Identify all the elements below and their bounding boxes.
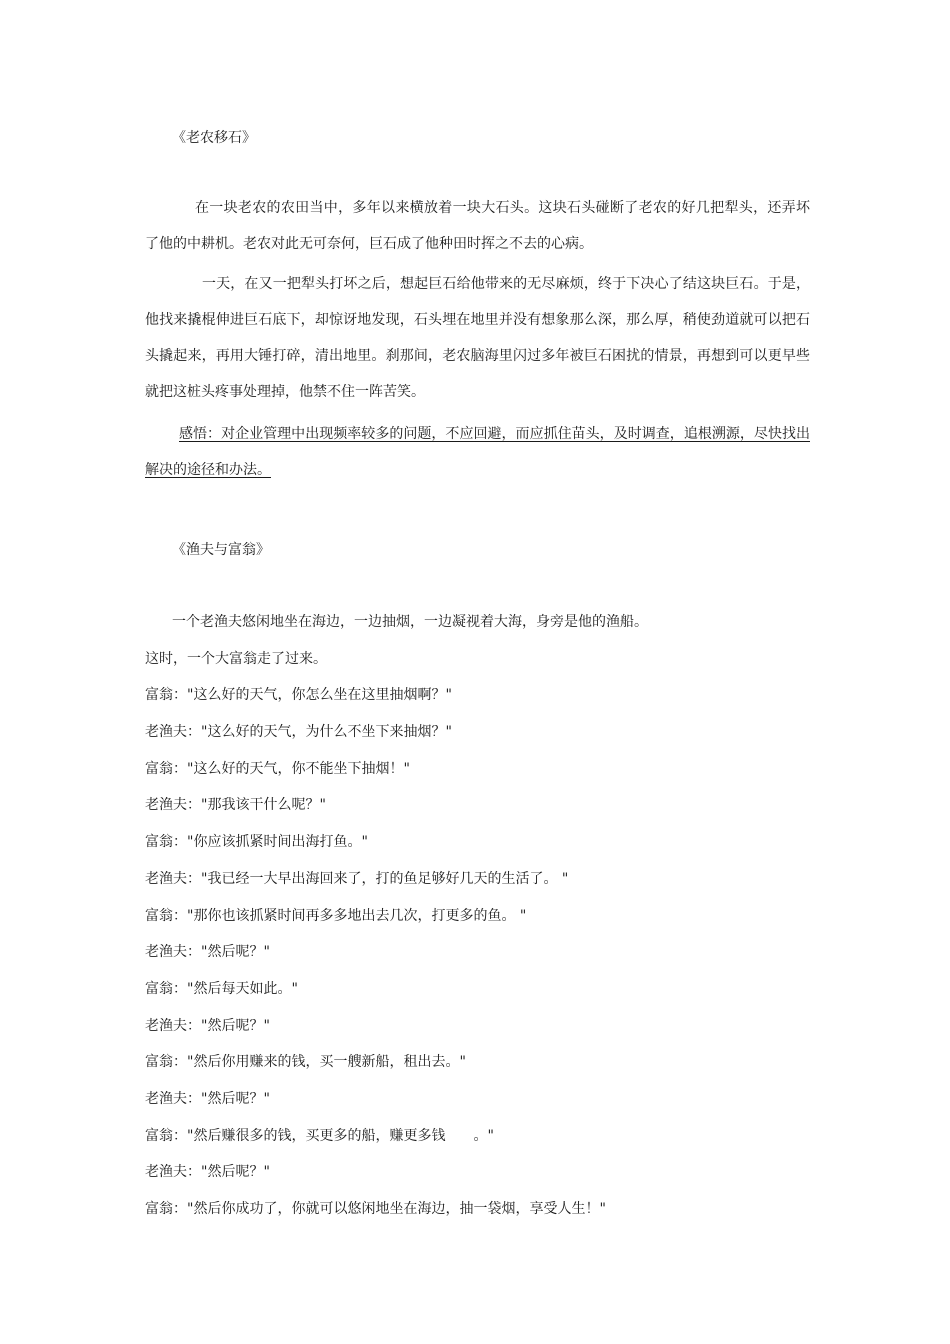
story1-paragraph-1: 在一块老农的农田当中，多年以来横放着一块大石头。这块石头碰断了老农的好几把犁头，还弄坏了他的中耕机。老农对此无可奈何，巨石成了他种田时挥之不去的心病。 [145,200,810,252]
dialogue-line: 富翁："这么好的天气，你不能坐下抽烟！" [145,760,410,777]
dialogue-line: 老渔夫："然后呢？" [145,1164,270,1181]
story-title-old-farmer: 《老农移石》 [172,130,256,146]
dialogue-line: 富翁："然后你用赚来的钱，买一艘新船，租出去。" [145,1054,466,1071]
dialogue-line: 一个老渔夫悠闲地坐在海边，一边抽烟，一边凝视着大海，身旁是他的渔船。 [172,614,648,630]
story1-insight: 感悟：对企业管理中出现频率较多的问题，不应回避，而应抓住苗头，及时调查，追根溯源，尽快找出解决的途径和办法。 [145,426,810,478]
dialogue-line: 富翁："那你也该抓紧时间再多多地出去几次，打更多的鱼。 " [145,907,527,924]
dialogue-line: 富翁："你应该抓紧时间出海打鱼。" [145,834,368,851]
dialogue-line: 富翁："然后赚很多的钱，买更多的船，赚更多钱 。" [145,1127,494,1144]
dialogue-list [145,612,810,1236]
dialogue-line: 富翁："然后你成功了，你就可以悠闲地坐在海边，抽一袋烟，享受人生！" [145,1201,606,1217]
dialogue-line: 这时，一个大富翁走了过来。 [145,650,327,667]
dialogue-line: 富翁："这么好的天气，你怎么坐在这里抽烟啊？" [145,687,452,704]
dialogue-line: 老渔夫："那我该干什么呢？" [145,797,326,814]
story1-paragraph-2: 一天，在又一把犁头打坏之后，想起巨石给他带来的无尽麻烦，终于下决心了结这块巨石。于是，他找来撬棍伸进巨石底下，却惊讶地发现，石头埋在地里并没有想象那么深，那么厚，稍使劲道就可以把石头撬起来，再用大锤打碎，清出地里。刹那间，老农脑海里闪过多年被巨石困扰的情景，再想到可以更早些就把这桩头疼事处理掉，他禁不住一阵苦笑。 [145,276,810,400]
dialogue-line: 老渔夫："然后呢？" [145,1090,270,1107]
story-title-fisherman-and-rich-man: 《渔夫与富翁》 [172,542,270,558]
dialogue-line: 老渔夫："然后呢？" [145,944,270,961]
dialogue-line: 富翁："然后每天如此。" [145,980,298,997]
dialogue-line: 老渔夫："这么好的天气，为什么不坐下来抽烟？" [145,724,452,741]
dialogue-line: 老渔夫："然后呢？" [145,1017,270,1034]
dialogue-line: 老渔夫："我已经一大早出海回来了，打的鱼足够好几天的生活了。 " [145,870,569,887]
